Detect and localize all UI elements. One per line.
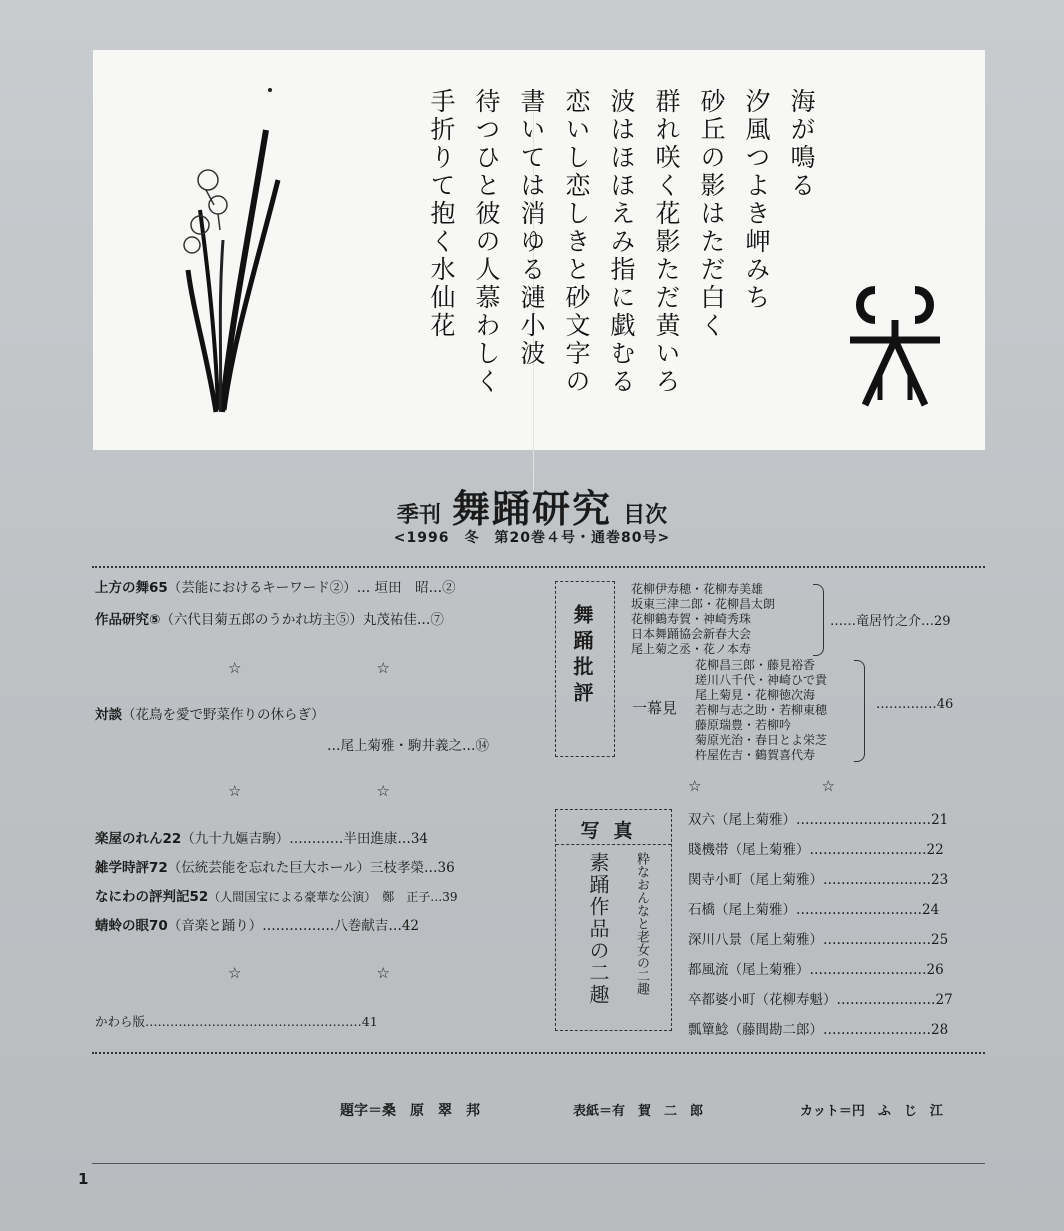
critique-label: 舞踊批評	[570, 604, 594, 708]
toc-entry[interactable]	[95, 576, 456, 596]
critique-entry: 尾上菊之丞・花ノ本寿	[631, 642, 752, 656]
critique-entry: 花柳伊寿穂・花柳寿美雄	[631, 582, 764, 596]
toc-entry[interactable]	[95, 914, 419, 934]
toc-entry-desc: （伝統芸能を忘れた巨大ホール）三枝孝榮…36	[167, 860, 455, 876]
photo-entry[interactable]: 深川八景（尾上菊雅）‥‥‥‥‥‥‥‥‥‥‥‥25	[688, 932, 949, 948]
toc-entry-title: 楽屋のれん22	[95, 831, 182, 847]
photo-entry[interactable]: 関寺小町（尾上菊雅）‥‥‥‥‥‥‥‥‥‥‥‥23	[688, 872, 949, 888]
title-prefix: 季刊	[396, 503, 441, 528]
magazine-title	[0, 478, 1064, 533]
critique-label-box	[555, 581, 615, 757]
toc-entry-title: 蜻蛉の眼70	[95, 918, 168, 934]
critique-entry: 菊原光治・春日とよ栄芝	[695, 733, 828, 747]
critique-entry: 藤原瑞豊・若柳吟	[695, 718, 792, 732]
credit-title-script: 題字＝桑 原 翠 邦	[340, 1103, 480, 1119]
title-main: 舞踊研究	[451, 486, 612, 531]
top-divider	[92, 566, 985, 568]
star-separator: ☆ ☆	[688, 777, 835, 795]
star-separator: ☆ ☆	[228, 964, 390, 982]
bottom-divider	[92, 1052, 985, 1054]
toc-entry-kawaraban[interactable]: かわら版‥‥‥‥‥‥‥‥‥‥‥‥‥‥‥‥‥‥‥‥‥‥‥‥‥‥41	[95, 1014, 378, 1029]
ichimakumi-label: 一幕見	[632, 699, 678, 717]
daffodil-illustration	[178, 120, 288, 420]
brace	[854, 660, 865, 762]
photo-entry[interactable]: 石橋（尾上菊雅）‥‥‥‥‥‥‥‥‥‥‥‥‥‥24	[688, 902, 940, 918]
toc-entry-desc: （花鳥を愛で野菜作りの休らぎ）	[122, 707, 325, 723]
credit-cover: 表紙＝有 賀 二 郎	[573, 1104, 704, 1119]
toc-entry-title: なにわの評判記52	[95, 889, 209, 905]
critique-entry: 尾上菊見・花柳徳次海	[695, 688, 816, 702]
ink-dot	[268, 88, 272, 92]
page-number: 1	[78, 1170, 89, 1188]
toc-entry-desc: （芸能におけるキーワード②）… 垣田 昭…②	[167, 580, 456, 596]
photo-entry[interactable]: 賤機帯（尾上菊雅）‥‥‥‥‥‥‥‥‥‥‥‥‥22	[688, 842, 944, 858]
critique-reviewer: ……竜居竹之介…29	[830, 614, 951, 629]
star-separator: ☆ ☆	[228, 782, 390, 800]
toc-entry[interactable]	[95, 885, 458, 905]
poem-line: 汐風つよき岬みち	[742, 88, 771, 312]
footer-rule	[92, 1163, 985, 1164]
star-separator: ☆ ☆	[228, 659, 390, 677]
artist-seal-mark	[845, 280, 945, 410]
toc-entry[interactable]	[95, 703, 325, 723]
toc-entry-title: 作品研究⑤	[95, 612, 161, 628]
poem	[429, 88, 814, 396]
poem-line: 群れ咲く花影ただ黄いろ	[652, 88, 681, 396]
critique-entry: 花柳昌三郎・藤見裕香	[695, 658, 816, 672]
toc-entry-authors: …尾上菊雅・駒井義之…⑭	[327, 738, 489, 754]
poem-line: 書いては消ゆる漣小波	[517, 88, 546, 368]
title-suffix: 目次	[623, 503, 668, 528]
photo-sub-subtitle: 粋なおんなと老女の二趣	[634, 852, 649, 995]
photo-label-box	[555, 809, 672, 1031]
poem-line: 砂丘の影はただ白く	[697, 88, 726, 340]
photo-entry[interactable]: 瓢簞鯰（藤間勘二郎）‥‥‥‥‥‥‥‥‥‥‥‥28	[688, 1022, 949, 1038]
toc-entry[interactable]	[95, 856, 455, 876]
critique-reviewer: ‥‥‥‥‥‥‥46	[876, 697, 954, 712]
poem-line: 恋いし恋しきと砂文字の	[562, 88, 591, 396]
photo-label: 写真	[580, 820, 647, 842]
toc-entry[interactable]	[95, 827, 428, 847]
photo-subtitle: 素踊作品の二趣	[586, 852, 610, 1006]
photo-entry[interactable]: 都風流（尾上菊雅）‥‥‥‥‥‥‥‥‥‥‥‥‥26	[688, 962, 944, 978]
critique-entry: 若柳与志之助・若柳東穂	[695, 703, 828, 717]
poem-line: 波はほほえみ指に戯むる	[607, 88, 636, 396]
credit-cut: カット＝円 ふ じ 江	[800, 1104, 943, 1119]
critique-entry: 日本舞踊協会新春大会	[631, 627, 752, 641]
toc-entry-desc: （九十九嫗吉駒）‥‥‥‥‥‥半田進康…34	[181, 831, 429, 847]
toc-entry-desc: （六代目菊五郎のうかれ坊主⑤）丸茂祐佳…⑦	[160, 612, 444, 628]
toc-entry-desc: （音楽と踊り）‥‥‥‥‥‥‥‥八巻献吉…42	[167, 918, 420, 934]
critique-entry: 瑳川八千代・神崎ひで貴	[695, 673, 828, 687]
poem-line: 海が鳴る	[787, 88, 816, 200]
toc-entry[interactable]	[95, 608, 444, 628]
poem-line: 手折りて抱く水仙花	[427, 88, 456, 340]
photo-entry[interactable]: 双六（尾上菊雅）‥‥‥‥‥‥‥‥‥‥‥‥‥‥‥21	[688, 812, 949, 828]
toc-entry-desc: （人間国宝による豪華な公演） 鄭 正子…39	[208, 890, 458, 904]
brace	[813, 584, 824, 656]
photo-entry[interactable]: 卒都婆小町（花柳寿魁）‥‥‥‥‥‥‥‥‥‥‥27	[688, 992, 953, 1008]
toc-entry-title: 対談	[95, 707, 122, 723]
poem-line: 待つひと彼の人慕わしく	[472, 88, 501, 396]
issue-info: <1996 冬 第20巻４号・通巻80号>	[393, 530, 671, 546]
toc-entry-title: 上方の舞65	[95, 580, 168, 596]
critique-entry: 杵屋佐吉・鶴賀喜代寿	[695, 748, 816, 762]
critique-entry: 坂東三津二郎・花柳昌太朗	[631, 597, 776, 611]
critique-entry: 花柳鶴寿賀・神崎秀珠	[631, 612, 752, 626]
toc-entry-title: 雑学時評72	[95, 860, 168, 876]
